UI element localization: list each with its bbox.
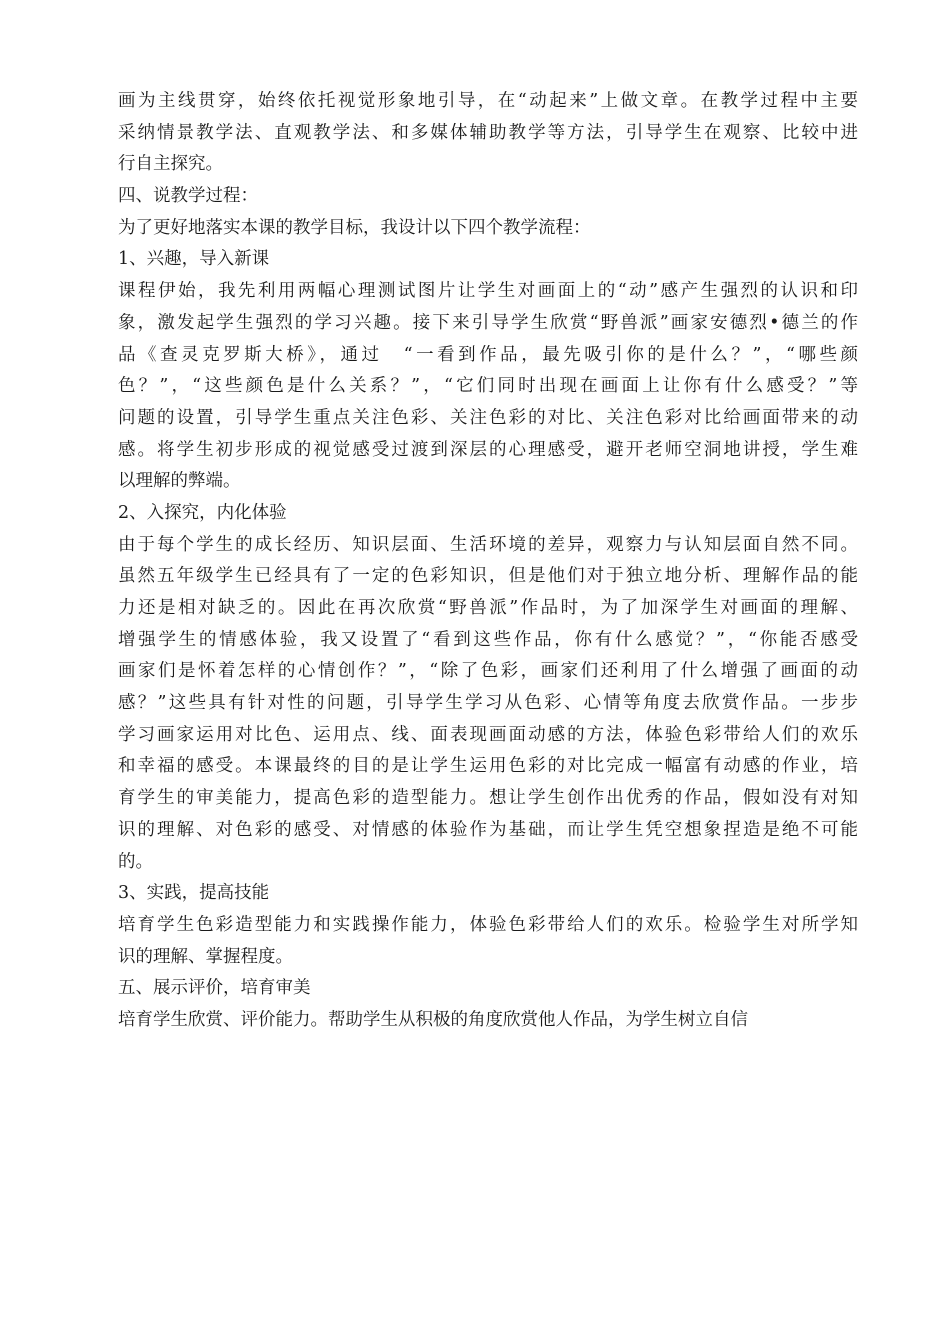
text-line: 2、入探究，内化体验 bbox=[118, 502, 287, 523]
text-line: 课程伊始，我先利用两幅心理测试图片让学生对画面上的“动”感产生强烈的认识和印 bbox=[118, 281, 858, 302]
text-line: 育学生的审美能力，提高色彩的造型能力。想让学生创作出优秀的作品，假如没有对知 bbox=[118, 788, 858, 809]
text-line: 四、说教学过程： bbox=[118, 186, 258, 207]
text-line: 培育学生色彩造型能力和实践操作能力，体验色彩带给人们的欢乐。检验学生对所学知 bbox=[118, 914, 858, 935]
text-line: 培育学生欣赏、评价能力。帮助学生从积极的角度欣赏他人作品，为学生树立自信 bbox=[118, 1009, 748, 1030]
text-line: 增强学生的情感体验，我又设置了“看到这些作品，你有什么感觉？”，“你能否感受 bbox=[118, 629, 858, 650]
text-line: 采纳情景教学法、直观教学法、和多媒体辅助教学等方法，引导学生在观察、比较中进 bbox=[118, 122, 858, 143]
text-line: 问题的设置，引导学生重点关注色彩、关注色彩的对比、关注色彩对比给画面带来的动 bbox=[118, 407, 858, 428]
text-line: 感？”这些具有针对性的问题，引导学生学习从色彩、心情等角度去欣赏作品。一步步 bbox=[118, 693, 858, 714]
text-line: 为了更好地落实本课的教学目标，我设计以下四个教学流程： bbox=[118, 217, 591, 238]
text-line: 以理解的弊端。 bbox=[118, 471, 241, 492]
text-line: 由于每个学生的成长经历、知识层面、生活环境的差异，观察力与认知层面自然不同。 bbox=[118, 534, 858, 555]
text-line: 感。将学生初步形成的视觉感受过渡到深层的心理感受，避开老师空洞地讲授，学生难 bbox=[118, 439, 858, 460]
text-line: 色？”，“这些颜色是什么关系？”，“它们同时出现在画面上让你有什么感受？”等 bbox=[118, 376, 858, 397]
text-line: 品《查灵克罗斯大桥》，通过 “一看到作品，最先吸引你的是什么？”，“哪些颜 bbox=[118, 344, 858, 365]
text-line: 和幸福的感受。本课最终的目的是让学生运用色彩的对比完成一幅富有动感的作业，培 bbox=[118, 756, 858, 777]
text-line: 虽然五年级学生已经具有了一定的色彩知识，但是他们对于独立地分析、理解作品的能 bbox=[118, 566, 858, 587]
text-line: 3、实践，提高技能 bbox=[118, 883, 270, 904]
text-line: 画家们是怀着怎样的心情创作？”，“除了色彩，画家们还利用了什么增强了画面的动 bbox=[118, 661, 858, 682]
text-line: 1、兴趣，导入新课 bbox=[118, 249, 270, 270]
text-line: 识的理解、对色彩的感受、对情感的体验作为基础，而让学生凭空想象捏造是绝不可能 bbox=[118, 819, 858, 840]
text-line: 力还是相对缺乏的。因此在再次欣赏“野兽派”作品时，为了加深学生对画面的理解、 bbox=[118, 598, 858, 618]
text-line: 学习画家运用对比色、运用点、线、面表现画面动感的方法，体验色彩带给人们的欢乐 bbox=[118, 724, 858, 745]
text-line: 的。 bbox=[118, 851, 153, 872]
text-line: 识的理解、掌握程度。 bbox=[118, 946, 293, 967]
text-line: 象，激发起学生强烈的学习兴趣。接下来引导学生欣赏“野兽派”画家安德烈•德兰的作 bbox=[118, 312, 858, 333]
text-line: 行自主探究。 bbox=[118, 154, 223, 175]
text-line: 画为主线贯穿，始终依托视觉形象地引导，在“动起来”上做文章。在教学过程中主要 bbox=[118, 91, 858, 111]
text-line: 五、展示评价，培育审美 bbox=[118, 978, 311, 999]
document-page bbox=[118, 86, 858, 1037]
